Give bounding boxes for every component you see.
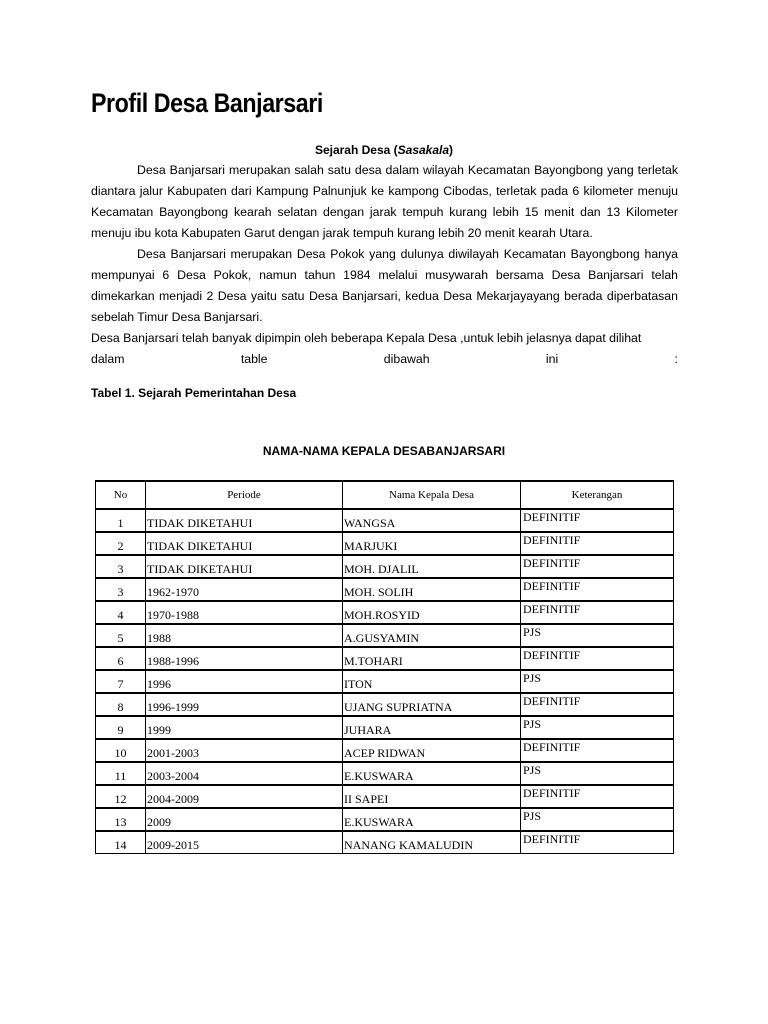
cell-no: 1: [96, 509, 146, 532]
cell-periode: 1970-1988: [146, 601, 343, 624]
cell-periode: 1996-1999: [146, 693, 343, 716]
cell-no: 4: [96, 601, 146, 624]
last-line-word: dibawah: [383, 352, 430, 366]
cell-nama: E.KUSWARA: [343, 762, 521, 785]
table-row: [96, 578, 674, 601]
table-row: [96, 624, 674, 647]
cell-no: 8: [96, 693, 146, 716]
cell-no: 10: [96, 739, 146, 762]
cell-ket: DEFINITIF: [521, 578, 674, 601]
cell-periode: 1988-1996: [146, 647, 343, 670]
body-text: [91, 160, 678, 370]
table-row: [96, 808, 674, 831]
cell-nama: A.GUSYAMIN: [343, 624, 521, 647]
cell-ket: PJS: [521, 716, 674, 739]
cell-ket: DEFINITIF: [521, 509, 674, 532]
cell-ket: DEFINITIF: [521, 647, 674, 670]
cell-periode: 1962-1970: [146, 578, 343, 601]
cell-no: 3: [96, 578, 146, 601]
cell-nama: MOH. DJALIL: [343, 555, 521, 578]
cell-ket: DEFINITIF: [521, 601, 674, 624]
cell-ket: DEFINITIF: [521, 785, 674, 808]
table-header-row: [96, 481, 674, 509]
table-row: [96, 785, 674, 808]
last-line-word: :: [674, 352, 678, 366]
cell-no: 12: [96, 785, 146, 808]
table-row: [96, 670, 674, 693]
table-row: [96, 601, 674, 624]
cell-periode: 2003-2004: [146, 762, 343, 785]
subtitle-suffix: ): [449, 143, 454, 157]
header-keterangan: Keterangan: [521, 481, 674, 509]
table-row: [96, 532, 674, 555]
paragraph-3: Desa Banjarsari telah banyak dipimpin oleh beberapa Kepala Desa ,untuk lebih jelasnya dapat dilihat: [91, 331, 642, 345]
cell-nama: UJANG SUPRIATNA: [343, 693, 521, 716]
table-row: [96, 647, 674, 670]
cell-nama: E.KUSWARA: [343, 808, 521, 831]
paragraph-3-last-line: [91, 349, 678, 370]
cell-ket: PJS: [521, 808, 674, 831]
cell-ket: DEFINITIF: [521, 739, 674, 762]
cell-periode: 2004-2009: [146, 785, 343, 808]
cell-periode: 2001-2003: [146, 739, 343, 762]
cell-ket: DEFINITIF: [521, 532, 674, 555]
subtitle-italic: Sasakala: [397, 143, 450, 157]
paragraph-2: Desa Banjarsari merupakan Desa Pokok yang dulunya diwilayah Kecamatan Bayongbong hanya mempunyai 6 Desa Pokok, namun tahun 1984 melalui musywarah bersama Desa Banjarsari telah dimekarkan menjadi 2 Desa yaitu satu Desa Banjarsari, kedua Desa Mekarjayayang berada diperbatasan sebelah Timur Desa Banjarsari.: [91, 247, 678, 324]
cell-periode: TIDAK DIKETAHUI: [146, 509, 343, 532]
cell-ket: PJS: [521, 762, 674, 785]
cell-nama: JUHARA: [343, 716, 521, 739]
cell-nama: MOH. SOLIH: [343, 578, 521, 601]
cell-periode: 1988: [146, 624, 343, 647]
cell-no: 2: [96, 532, 146, 555]
cell-periode: TIDAK DIKETAHUI: [146, 532, 343, 555]
cell-periode: 1999: [146, 716, 343, 739]
header-periode: Periode: [146, 481, 343, 509]
cell-no: 9: [96, 716, 146, 739]
table-row: [96, 555, 674, 578]
subtitle-prefix: Sejarah Desa (: [314, 143, 398, 157]
header-no: No: [96, 481, 146, 509]
cell-nama: NANANG KAMALUDIN: [343, 831, 521, 854]
cell-no: 6: [96, 647, 146, 670]
last-line-word: ini: [545, 352, 559, 366]
cell-ket: DEFINITIF: [521, 555, 674, 578]
cell-ket: PJS: [521, 624, 674, 647]
last-line-word: dalam: [91, 352, 125, 366]
table-row: [96, 509, 674, 532]
cell-ket: DEFINITIF: [521, 693, 674, 716]
table-row: [96, 716, 674, 739]
table-caption: Tabel 1. Sejarah Pemerintahan Desa: [91, 386, 297, 400]
cell-no: 11: [96, 762, 146, 785]
header-nama: Nama Kepala Desa: [343, 481, 521, 509]
table-row: [96, 762, 674, 785]
cell-no: 7: [96, 670, 146, 693]
cell-no: 5: [96, 624, 146, 647]
cell-nama: M.TOHARI: [343, 647, 521, 670]
section-subtitle: [0, 143, 768, 157]
cell-periode: 2009: [146, 808, 343, 831]
table-row: [96, 739, 674, 762]
village-heads-table: [95, 480, 674, 854]
cell-nama: ACEP RIDWAN: [343, 739, 521, 762]
paragraph-1: Desa Banjarsari merupakan salah satu desa dalam wilayah Kecamatan Bayongbong yang terletak diantara jalur Kabupaten dari Kampung Palnunjuk ke kampong Cibodas, terletak pada 6 kilometer menuju Kecamatan Bayongbong kearah selatan dengan jarak tempuh kurang lebih 15 menit dan 13 Kilometer menuju ibu kota Kabupaten Garut dengan jarak tempuh kurang lebih 20 menit kearah Utara.: [91, 163, 678, 240]
table-row: [96, 693, 674, 716]
table-row: [96, 831, 674, 854]
cell-nama: MOH.ROSYID: [343, 601, 521, 624]
cell-nama: WANGSA: [343, 509, 521, 532]
cell-no: 3: [96, 555, 146, 578]
table-heading: NAMA-NAMA KEPALA DESABANJARSARI: [262, 444, 506, 458]
cell-nama: ITON: [343, 670, 521, 693]
cell-nama: II SAPEI: [343, 785, 521, 808]
cell-periode: 1996: [146, 670, 343, 693]
cell-ket: DEFINITIF: [521, 831, 674, 854]
cell-periode: 2009-2015: [146, 831, 343, 854]
cell-periode: TIDAK DIKETAHUI: [146, 555, 343, 578]
last-line-word: table: [240, 352, 268, 366]
page-title: Profil Desa Banjarsari: [91, 88, 323, 118]
cell-nama: MARJUKI: [343, 532, 521, 555]
cell-no: 13: [96, 808, 146, 831]
cell-no: 14: [96, 831, 146, 854]
table-body: [96, 509, 674, 854]
cell-ket: PJS: [521, 670, 674, 693]
